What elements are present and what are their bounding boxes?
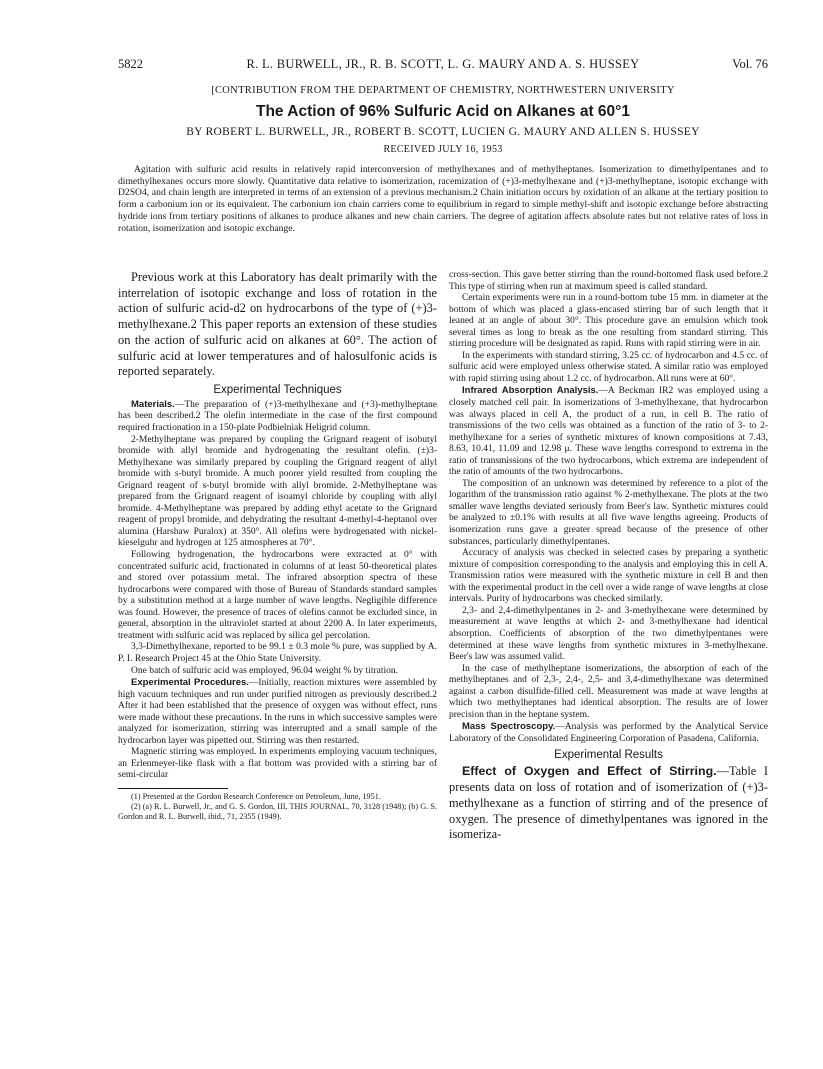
paragraph [449, 351, 768, 386]
left-paragraphs [118, 399, 437, 782]
paragraph [118, 550, 437, 642]
footnote: (1) Presented at the Gordon Research Conference on Petroleum, June, 1951. [131, 791, 381, 801]
paragraph-text: —Initially, reaction mixtures were assembled by high vacuum techniques and run under purified nitrogen as previously described.2 After it had been established that the presence of oxygen was without effect, runs were made without these precautions. In the runs in which successive samples were analyzed for isomerization, stirring was interrupted and a small sample of the hydrocarbon layer was pipetted out. Stirring was then restarted. [118, 678, 438, 746]
paragraph-text: In the case of methylheptane isomerizations, the absorption of each of the methylheptanes and of 2,3-, 2,4-, 2,5- and 3,4-dimethylhexane was determined against a carbon disulfide-filled cell. Measurement was made at wave lengths at which two methylheptanes had identical absorption. The results are of lower precision than in the heptane system. [449, 663, 768, 720]
section-heading: Experimental Techniques [213, 383, 342, 396]
paragraph-text: —Table I presents data on loss of rotation and of isomerization of (+)3-methylhexane as a function of stirring and of the presence of oxygen. The presence of dimethylpentanes was ignored in the isomeriza- [449, 764, 768, 842]
running-head-authors: R. L. BURWELL, JR., R. B. SCOTT, L. G. MAURY AND A. S. HUSSEY [246, 57, 640, 71]
intro-paragraph: Previous work at this Laboratory has dealt primarily with the interrelation of isotopic exchange and loss of rotation in the action of sulfuric acid-d2 on hydrocarbons of the type of (+)3-methylhexane.2 This paper reports an extension of these studies on the action of sulfuric acid on alkanes at 60°. The action of sulfuric acid at lower temperatures and of halosulfonic acids is reported separately. [118, 270, 437, 379]
paragraph-text: 2,3- and 2,4-dimethylpentanes in 2- and 3-methylhexane were determined by measurement at wave lengths at which 2- and 3-methylhexane had identical absorption. Coefficients of absorption of the two dimethylpentanes were determined at these wave lengths from synthetic mixtures in 3-methylhexane. Beer's law was assumed valid. [449, 605, 768, 663]
paragraph [449, 479, 768, 548]
run-in-heading: Infrared Absorption Analysis. [462, 385, 599, 397]
paragraph-text: One batch of sulfuric acid was employed, 96.04 weight % by titration. [131, 665, 398, 676]
paragraph-text: —A Beckman IR2 was employed using a closely matched cell pair. In isomerizations of 3-methylhexane, that hydrocarbon was always placed in cell A, the product of a run, in cell B. The ratio of transmissions of the two cells was obtained as a function of the ratio of 3- to 2-methylhexane for a series of synthetic mixtures of known compositions at 7.43, 8.63, 10.41, 11.09 and 12.98 μ. These wave lengths correspond to extrema in the ratio of transmissions of the two hydrocarbons, which extrema are independent of the ratio of amounts of the two hydrocarbons. [449, 386, 768, 478]
paragraph [118, 642, 437, 665]
article-title: The Action of 96% Sulfuric Acid on Alkanes at 60°1 [256, 103, 630, 120]
abstract [118, 164, 768, 234]
paragraph-text: Certain experiments were run in a round-bottom tube 15 mm. in diameter at the bottom of which was placed a glass-encased stirring bar of such length that it leaned at an angle of about 30°. This procedure gave an emulsion which took several times as long to break as the one resulting from standard stirring. This stirring procedure will be designated as rapid. Runs with rapid stirring were in air. [449, 293, 768, 350]
paragraph [449, 606, 768, 664]
paragraph [118, 747, 437, 782]
left-column [118, 270, 437, 822]
footnote-divider [118, 788, 228, 789]
paragraph-text: cross-section. This gave better stirring than the round-bottomed flask used before.2 This type of stirring when run at maximum speed is called standard. [449, 270, 768, 292]
running-head [118, 57, 768, 75]
section-heading: Experimental Results [554, 749, 663, 762]
page-number: 5822 [118, 57, 143, 71]
paragraph [449, 293, 768, 351]
right-column [449, 270, 768, 843]
run-in-heading: Materials. [131, 398, 175, 410]
run-in-heading: Experimental Procedures. [131, 677, 249, 689]
paragraph-text: Following hydrogenation, the hydrocarbons were extracted at 0° with concentrated sulfuric acid, fractionated in columns of at least 50-theoretical plates and stored over potassium metal. The infrared absorption spectra of these hydrocarbons were compared with those of Bureau of Standards standard samples by a substitution method at a large number of wave lengths. Negligible difference was found. However, the presence of traces of olefins cannot be excluded since, in general, absorption in the ultraviolet started at about 2200 A. In later experiments, treatment with sulfuric acid was replaced by silica gel percolation. [118, 550, 437, 641]
paragraph [449, 664, 768, 722]
paragraph [449, 270, 768, 293]
run-in-heading: Mass Spectroscopy. [462, 721, 556, 733]
paragraph-text: The composition of an unknown was determined by reference to a plot of the logarithm of the transmission ratio against % 2-methylhexane. The plots at the two smaller wave lengths deviated seriously from Beer's law. Synthetic mixtures could be analyzed to ±0.1% with results at all five wave lengths agreeing. Products of isomerization runs gave a greater spread because of the presence of other substances, particularly dimethylpentanes. [449, 478, 768, 547]
paragraph [118, 399, 437, 435]
paragraph [118, 666, 437, 678]
paragraph [449, 385, 768, 478]
results-paragraph [449, 764, 768, 843]
paragraph [449, 721, 768, 745]
paragraph-text: 2-Methylheptane was prepared by coupling the Grignard reagent of isobutyl bromide with allyl bromide and hydrogenating the resultant olefin. (±)3-Methylhexane was similarly prepared by coupling the Grignard reagent of allyl bromide with s-butyl bromide. A much poorer yield resulted from coupling the Grignard reagent of s-butyl bromide with allyl bromide. 2-Methylheptane was prepared from the Grignard reagent of isoamyl chloride by coupling with allyl bromide. 4-Methylheptane was prepared by adding ethyl acetate to the Grignard reagent of propyl bromide, and dehydrating the resultant 4-methyl-4-heptanol over alumina (Harshaw Puralox) at 350°. All olefins were hydrogenated with nickel-kieselguhr and hydrogen at 125 atmospheres at 70°. [118, 434, 437, 549]
contribution-line: [CONTRIBUTION FROM THE DEPARTMENT OF CHEMISTRY, NORTHWESTERN UNIVERSITY [211, 85, 675, 96]
paragraph-text: —The preparation of (+)3-methylhexane and (+3)-methylheptane has been described.2 The olefin intermediate in the case of the first compound required fractionation in a 150-plate Podbielniak Heligrid column. [118, 399, 437, 434]
footnote: (2) (a) R. L. Burwell, Jr., and G. S. Gordon, III, THIS JOURNAL, 70, 3128 (1948); (b) G. S. Gordon and R. L. Burwell, ibid., 71, 2355 (1949). [118, 801, 437, 821]
paragraph [118, 435, 437, 550]
received-date: RECEIVED JULY 16, 1953 [383, 144, 503, 155]
run-in-heading: Effect of Oxygen and Effect of Stirring. [462, 764, 717, 779]
author-byline: BY ROBERT L. BURWELL, JR., ROBERT B. SCOTT, LUCIEN G. MAURY AND ALLEN S. HUSSEY [186, 126, 700, 138]
paragraph [449, 548, 768, 606]
paragraph-text: Accuracy of analysis was checked in selected cases by preparing a synthetic mixture of composition corresponding to the analysis and employing this in cell A. Transmission ratios were measured with the synthetic mixture in cell B and then with the experimental product in the cell over a wide range of wave lengths at close intervals. Purity of hydrocarbons was checked similarly. [449, 548, 768, 605]
right-paragraphs [449, 270, 768, 745]
paragraph-text: In the experiments with standard stirring, 3.25 cc. of hydrocarbon and 4.5 cc. of sulfuric acid were employed unless otherwise stated. A similar ratio was employed with rapid stirring using about 1.2 cc. of hydrocarbon. All runs were at 60°. [449, 350, 768, 384]
abstract-text: Agitation with sulfuric acid results in relatively rapid interconversion of methylhexanes and of methylheptanes. Isomerization to dimethylpentanes and to dimethylhexanes occurs more slowly. Quantitative data relative to isomerization, racemization of (+)3-methylhexane and (+)3-methylheptane, isotopic exchange with D2SO4, and chain length are interpreted in terms of an extension of a previous mechanism.2 Chain initiation occurs by oxidation of an alkane at the tertiary position to form a carbonium ion or its equivalent. The carbonium ion chain carriers come to equilibrium in regard to simple methyl-shift and isotopic exchange before abstracting hydride ions from tertiary positions of alkanes to produce alkanes and new chain carriers. The degree of agitation affects absolute rates but not relative rates of loss in rotation, isomerization and isotopic exchange. [118, 164, 768, 234]
paragraph-text: 3,3-Dimethylhexane, reported to be 99.1 ± 0.3 mole % pure, was supplied by A. P. I. Research Project 45 at the Ohio State University. [118, 642, 437, 664]
volume-number: Vol. 76 [732, 57, 768, 71]
paragraph-text: Magnetic stirring was employed. In experiments employing vacuum techniques, an Erlenmeyer-like flask with a flat bottom was provided with a stirring bar of semi-circular [118, 747, 437, 781]
paragraph-text: —Analysis was performed by the Analytical Service Laboratory of the Consolidated Engineering Corporation of Pasadena, California. [449, 722, 768, 744]
paragraph [118, 677, 437, 747]
